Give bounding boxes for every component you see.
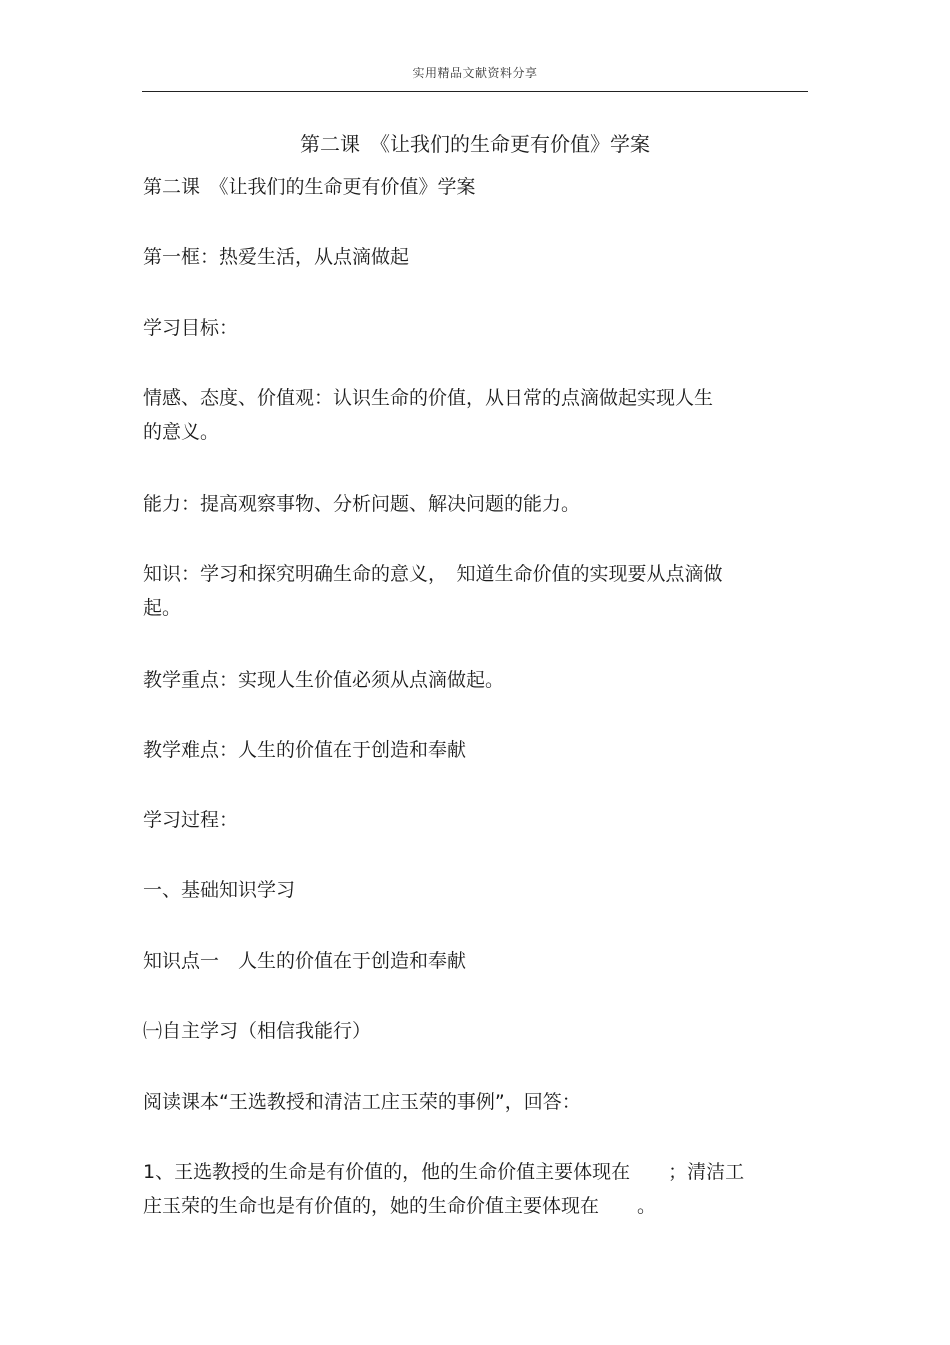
document-title: 第二课 《让我们的生命更有价值》学案 — [300, 132, 650, 156]
knowledge-point-one: 知识点一 人生的价值在于创造和奉献 — [143, 950, 467, 972]
teaching-key-point: 教学重点：实现人生价值必须从点滴做起。 — [143, 669, 505, 691]
reading-instruction: 阅读课本“王选教授和清洁工庄玉荣的事例”，回答： — [143, 1091, 581, 1113]
goal-knowledge: 知识：学习和探究明确生命的意义， 知道生命价值的实现要从点滴做 起。 — [143, 563, 723, 619]
learning-goals-label: 学习目标： — [143, 317, 239, 339]
page-header: 实用精品文献资料分享 — [412, 66, 538, 80]
self-study-heading: ㈠自主学习（相信我能行） — [143, 1020, 372, 1042]
learning-process-label: 学习过程： — [143, 809, 239, 831]
teaching-difficulty: 教学难点：人生的价值在于创造和奉献 — [143, 739, 467, 761]
goal-emotion: 情感、态度、价值观：认识生命的价值，从日常的点滴做起实现人生 的意义。 — [143, 387, 714, 443]
goal-ability: 能力：提高观察事物、分析问题、解决问题的能力。 — [143, 493, 581, 515]
lesson-heading: 第二课 《让我们的生命更有价值》学案 — [143, 176, 476, 198]
section-heading: 第一框：热爱生活，从点滴做起 — [143, 246, 410, 268]
part-one-heading: 一、基础知识学习 — [143, 879, 296, 901]
header-divider — [142, 91, 808, 92]
question-one: 1、王选教授的生命是有价值的，他的生命价值主要体现在 ；清洁工 庄玉荣的生命也是有价值的，她的生命价值主要体现在 。 — [143, 1161, 745, 1217]
